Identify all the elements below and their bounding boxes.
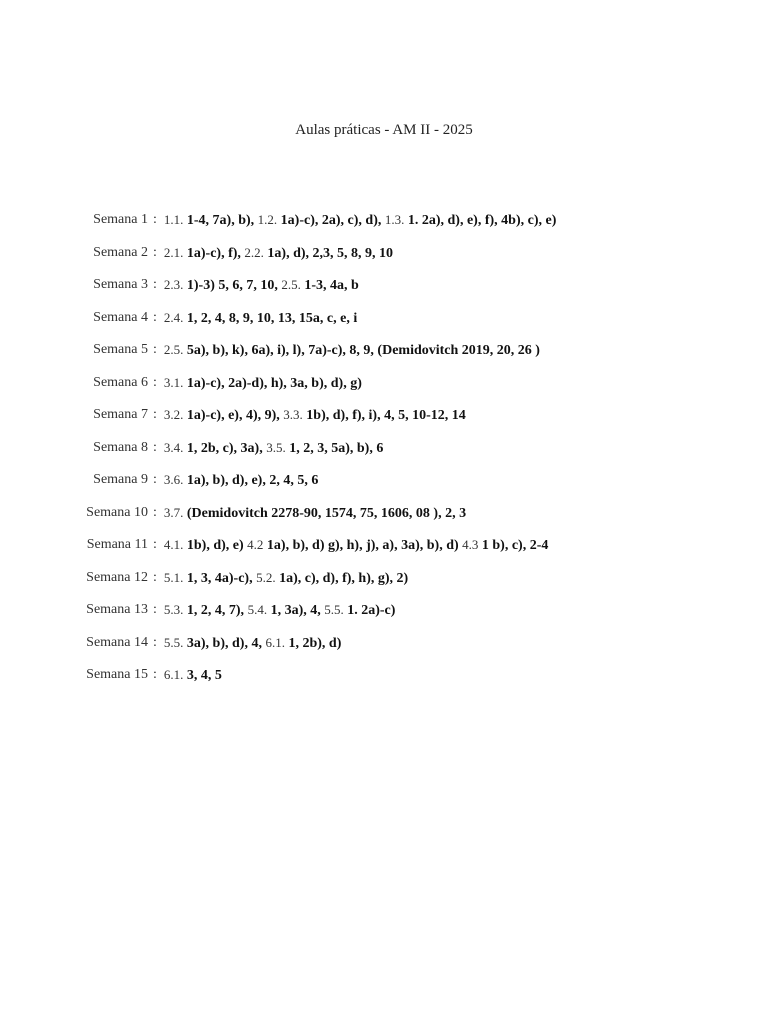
section-number: 3.5. <box>266 439 286 455</box>
week-row <box>60 211 680 230</box>
week-row <box>60 471 680 490</box>
week-label: Semana 13 <box>86 602 148 617</box>
exercise-list: 1 b), c), 2-4 <box>481 538 549 553</box>
exercise-list: 1)-3) 5, 6, 7, 10, <box>186 278 278 293</box>
week-separator: : <box>153 244 157 260</box>
week-separator: : <box>153 374 157 390</box>
exercise-list: 1. 2a)-c) <box>347 603 396 618</box>
week-exercises <box>162 601 680 620</box>
exercise-list: 1, 2, 3, 5a), b), 6 <box>289 440 384 456</box>
exercise-list: (Demidovitch 2278-90, 1574, 75, 1606, 08 ), 2, 3 <box>186 505 467 521</box>
exercise-list: 1. 2a), d), e), f), 4b), c), e) <box>407 213 557 228</box>
week-exercises <box>162 374 680 393</box>
section-number: 3.7. <box>163 504 184 520</box>
week-row <box>60 276 680 295</box>
exercise-list: 1a), b), d), e), 2, 4, 5, 6 <box>186 473 319 488</box>
section-number: 5.2. <box>256 569 276 585</box>
week-row <box>60 634 680 653</box>
week-row <box>60 666 680 685</box>
exercise-list: 1, 2, 4, 8, 9, 10, 13, 15a, c, e, i <box>186 310 358 326</box>
exercise-list: 1, 3a), 4, <box>270 603 321 618</box>
section-number: 5.5. <box>163 634 184 650</box>
exercise-list: 1a)-c), f), <box>186 245 241 261</box>
week-separator: : <box>153 277 157 292</box>
section-number: 2.2. <box>244 244 264 260</box>
week-label: Semana 4 <box>93 309 148 325</box>
section-number: 3.1. <box>163 374 184 390</box>
section-number: 6.1. <box>265 634 285 650</box>
exercise-list: 1, 2b), d) <box>288 635 342 651</box>
week-separator: : <box>153 634 157 650</box>
week-row <box>60 569 680 588</box>
week-separator: : <box>153 537 157 552</box>
week-label: Semana 15 <box>86 667 148 682</box>
week-exercises <box>162 504 680 523</box>
exercise-list: 1a), c), d), f), h), g), 2) <box>279 570 409 586</box>
week-separator: : <box>153 504 157 520</box>
exercise-list: 1, 3, 4a)-c), <box>186 570 253 586</box>
section-number: 2.3. <box>163 277 184 292</box>
exercise-list: 1, 2b, c), 3a), <box>186 440 263 456</box>
week-separator: : <box>153 309 157 325</box>
week-exercises <box>162 634 680 653</box>
week-label: Semana 2 <box>93 244 148 260</box>
week-label: Semana 11 <box>86 537 148 552</box>
week-row <box>60 536 680 555</box>
week-label: Semana 9 <box>93 472 148 487</box>
week-row <box>60 341 680 360</box>
week-row <box>60 406 680 425</box>
week-separator: : <box>153 439 157 455</box>
week-separator: : <box>153 667 157 682</box>
week-exercises <box>162 439 680 458</box>
section-number: 1.1. <box>163 212 184 227</box>
exercise-list: 1b), d), e) <box>186 538 244 553</box>
week-exercises <box>162 341 680 360</box>
section-number: 6.1. <box>163 667 184 682</box>
week-label: Semana 6 <box>93 374 148 390</box>
exercise-list: 3, 4, 5 <box>186 668 222 683</box>
week-separator: : <box>153 472 157 487</box>
weekly-schedule <box>60 211 680 699</box>
exercise-list: 1a)-c), e), 4), 9), <box>186 408 280 423</box>
week-exercises <box>162 406 680 425</box>
exercise-list: 1, 2, 4, 7), <box>186 603 245 618</box>
week-label: Semana 5 <box>93 342 148 357</box>
exercise-list: 1a), d), 2,3, 5, 8, 9, 10 <box>267 245 394 261</box>
section-number: 5.5. <box>324 602 344 617</box>
week-exercises <box>162 211 680 230</box>
week-exercises <box>162 244 680 263</box>
week-label: Semana 10 <box>86 504 148 520</box>
week-label: Semana 12 <box>86 569 148 585</box>
section-number: 1.2. <box>257 212 278 227</box>
section-number: 2.5. <box>163 342 184 357</box>
exercise-list: 1a)-c), 2a), c), d), <box>280 213 382 228</box>
week-exercises <box>162 569 680 588</box>
week-row <box>60 601 680 620</box>
exercise-list: 1-4, 7a), b), <box>186 213 255 228</box>
section-number: 4.3 <box>462 537 479 552</box>
section-number: 1.3. <box>384 212 405 227</box>
week-exercises <box>162 309 680 328</box>
week-separator: : <box>153 407 157 422</box>
week-row <box>60 439 680 458</box>
week-label: Semana 1 <box>93 212 148 227</box>
section-number: 4.1. <box>163 537 184 552</box>
week-exercises <box>162 276 680 295</box>
section-number: 5.1. <box>163 569 184 585</box>
week-separator: : <box>153 342 157 357</box>
section-number: 3.2. <box>163 407 184 422</box>
page-title: Aulas práticas - AM II - 2025 <box>295 122 473 138</box>
week-row <box>60 374 680 393</box>
section-number: 3.6. <box>163 472 184 487</box>
exercise-list: 1b), d), f), i), 4, 5, 10-12, 14 <box>306 408 466 423</box>
exercise-list: 1a)-c), 2a)-d), h), 3a, b), d), g) <box>186 375 362 391</box>
section-number: 4.2 <box>247 537 264 552</box>
week-label: Semana 14 <box>86 634 148 650</box>
section-number: 2.1. <box>163 244 184 260</box>
section-number: 3.3. <box>283 407 303 422</box>
week-exercises <box>162 666 680 685</box>
section-number: 3.4. <box>163 439 184 455</box>
section-number: 2.4. <box>163 309 184 325</box>
week-label: Semana 3 <box>93 277 148 292</box>
exercise-list: 5a), b), k), 6a), i), l), 7a)-c), 8, 9, (Demidovitch 2019, 20, 26 ) <box>186 343 540 358</box>
week-separator: : <box>153 569 157 585</box>
week-separator: : <box>153 602 157 617</box>
section-number: 5.4. <box>247 602 268 617</box>
week-exercises <box>162 471 680 490</box>
exercise-list: 1-3, 4a, b <box>304 278 359 293</box>
week-row <box>60 244 680 263</box>
week-row <box>60 309 680 328</box>
section-number: 2.5. <box>281 277 301 292</box>
week-exercises <box>162 536 680 555</box>
exercise-list: 1a), b), d) g), h), j), a), 3a), b), d) <box>266 538 459 553</box>
exercise-list: 3a), b), d), 4, <box>186 635 262 651</box>
section-number: 5.3. <box>163 602 184 617</box>
week-label: Semana 8 <box>93 439 148 455</box>
week-label: Semana 7 <box>93 407 148 422</box>
week-separator: : <box>153 212 157 227</box>
week-row <box>60 504 680 523</box>
